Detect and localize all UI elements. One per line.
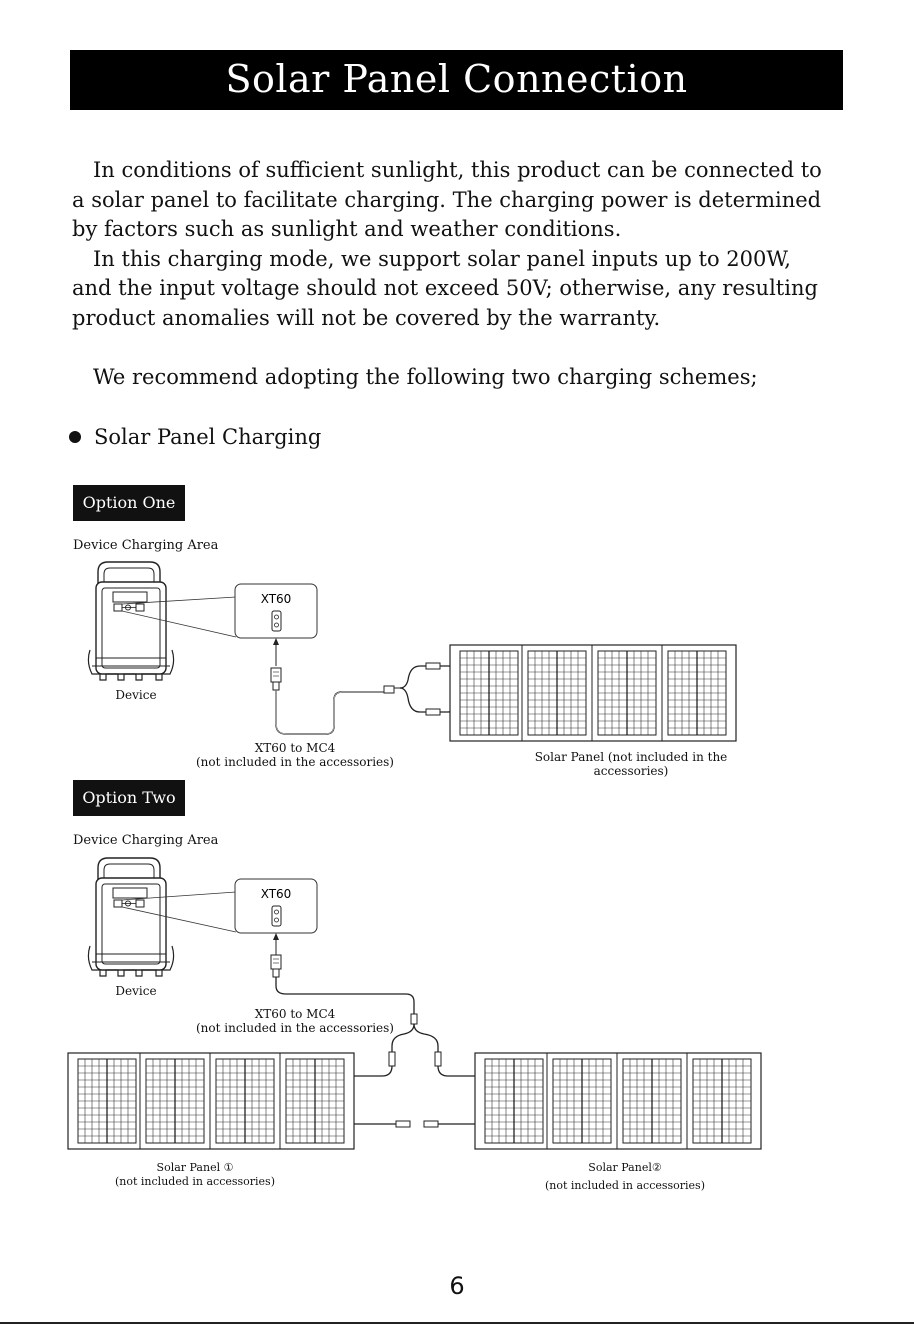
intro-paragraph-1: In conditions of sufficient sunlight, this product can be connected to a solar panel to facilitate charging. The charging power is determined by factors such as sunlight and weather conditions.: [72, 158, 822, 241]
option-one-panel-label: Solar Panel (not included in the accessories): [534, 750, 728, 778]
solar-panel-icon: [450, 645, 736, 741]
option-one-badge: Option One: [73, 485, 185, 521]
xt60-port-icon: [272, 906, 281, 926]
option-two-cable-name: XT60 to MC4: [254, 1007, 336, 1021]
option-one-area-label: Device Charging Area: [73, 538, 219, 553]
device-icon: [88, 562, 173, 680]
xt60-label-2: XT60: [260, 887, 292, 901]
intro-paragraph-2: In this charging mode, we support solar panel inputs up to 200W, and the input voltage should not exceed 50V; otherwise, any resulting product anomalies will not be covered by the warranty.: [72, 246, 818, 330]
xt60-label-1: XT60: [260, 592, 292, 606]
intro-paragraph-3: We recommend adopting the following two charging schemes;: [93, 365, 758, 389]
solar-panel-1-icon: [68, 1053, 354, 1149]
option-one-cable-name: XT60 to MC4: [254, 741, 336, 755]
xt60-plug-icon: [271, 668, 281, 690]
option-two-cable-note: (not included in the accessories): [195, 1021, 394, 1035]
option-two-badge: Option Two: [73, 780, 185, 816]
option-two-area-label: Device Charging Area: [73, 833, 219, 848]
page-title: Solar Panel Connection: [225, 57, 688, 101]
option-two-panel2-note: (not included in accessories): [545, 1179, 705, 1192]
solar-panel-2-icon: [475, 1053, 761, 1149]
option-one-device-label: Device: [115, 688, 157, 702]
xt60-port-icon: [272, 611, 281, 631]
option-two-panel1-name: Solar Panel ①: [156, 1161, 234, 1174]
option-two-diagram: [68, 858, 761, 1149]
option-two-device-label: Device: [115, 984, 157, 998]
page-number: 6: [449, 1272, 465, 1300]
bullet-label: Solar Panel Charging: [94, 425, 322, 449]
option-one-diagram: [88, 562, 736, 741]
xt60-plug-icon: [271, 955, 281, 977]
option-two-panel2-name: Solar Panel②: [588, 1161, 662, 1174]
option-one-cable-note: (not included in the accessories): [195, 755, 394, 769]
device-icon: [88, 858, 173, 976]
option-two-panel1-note: (not included in accessories): [115, 1175, 275, 1188]
